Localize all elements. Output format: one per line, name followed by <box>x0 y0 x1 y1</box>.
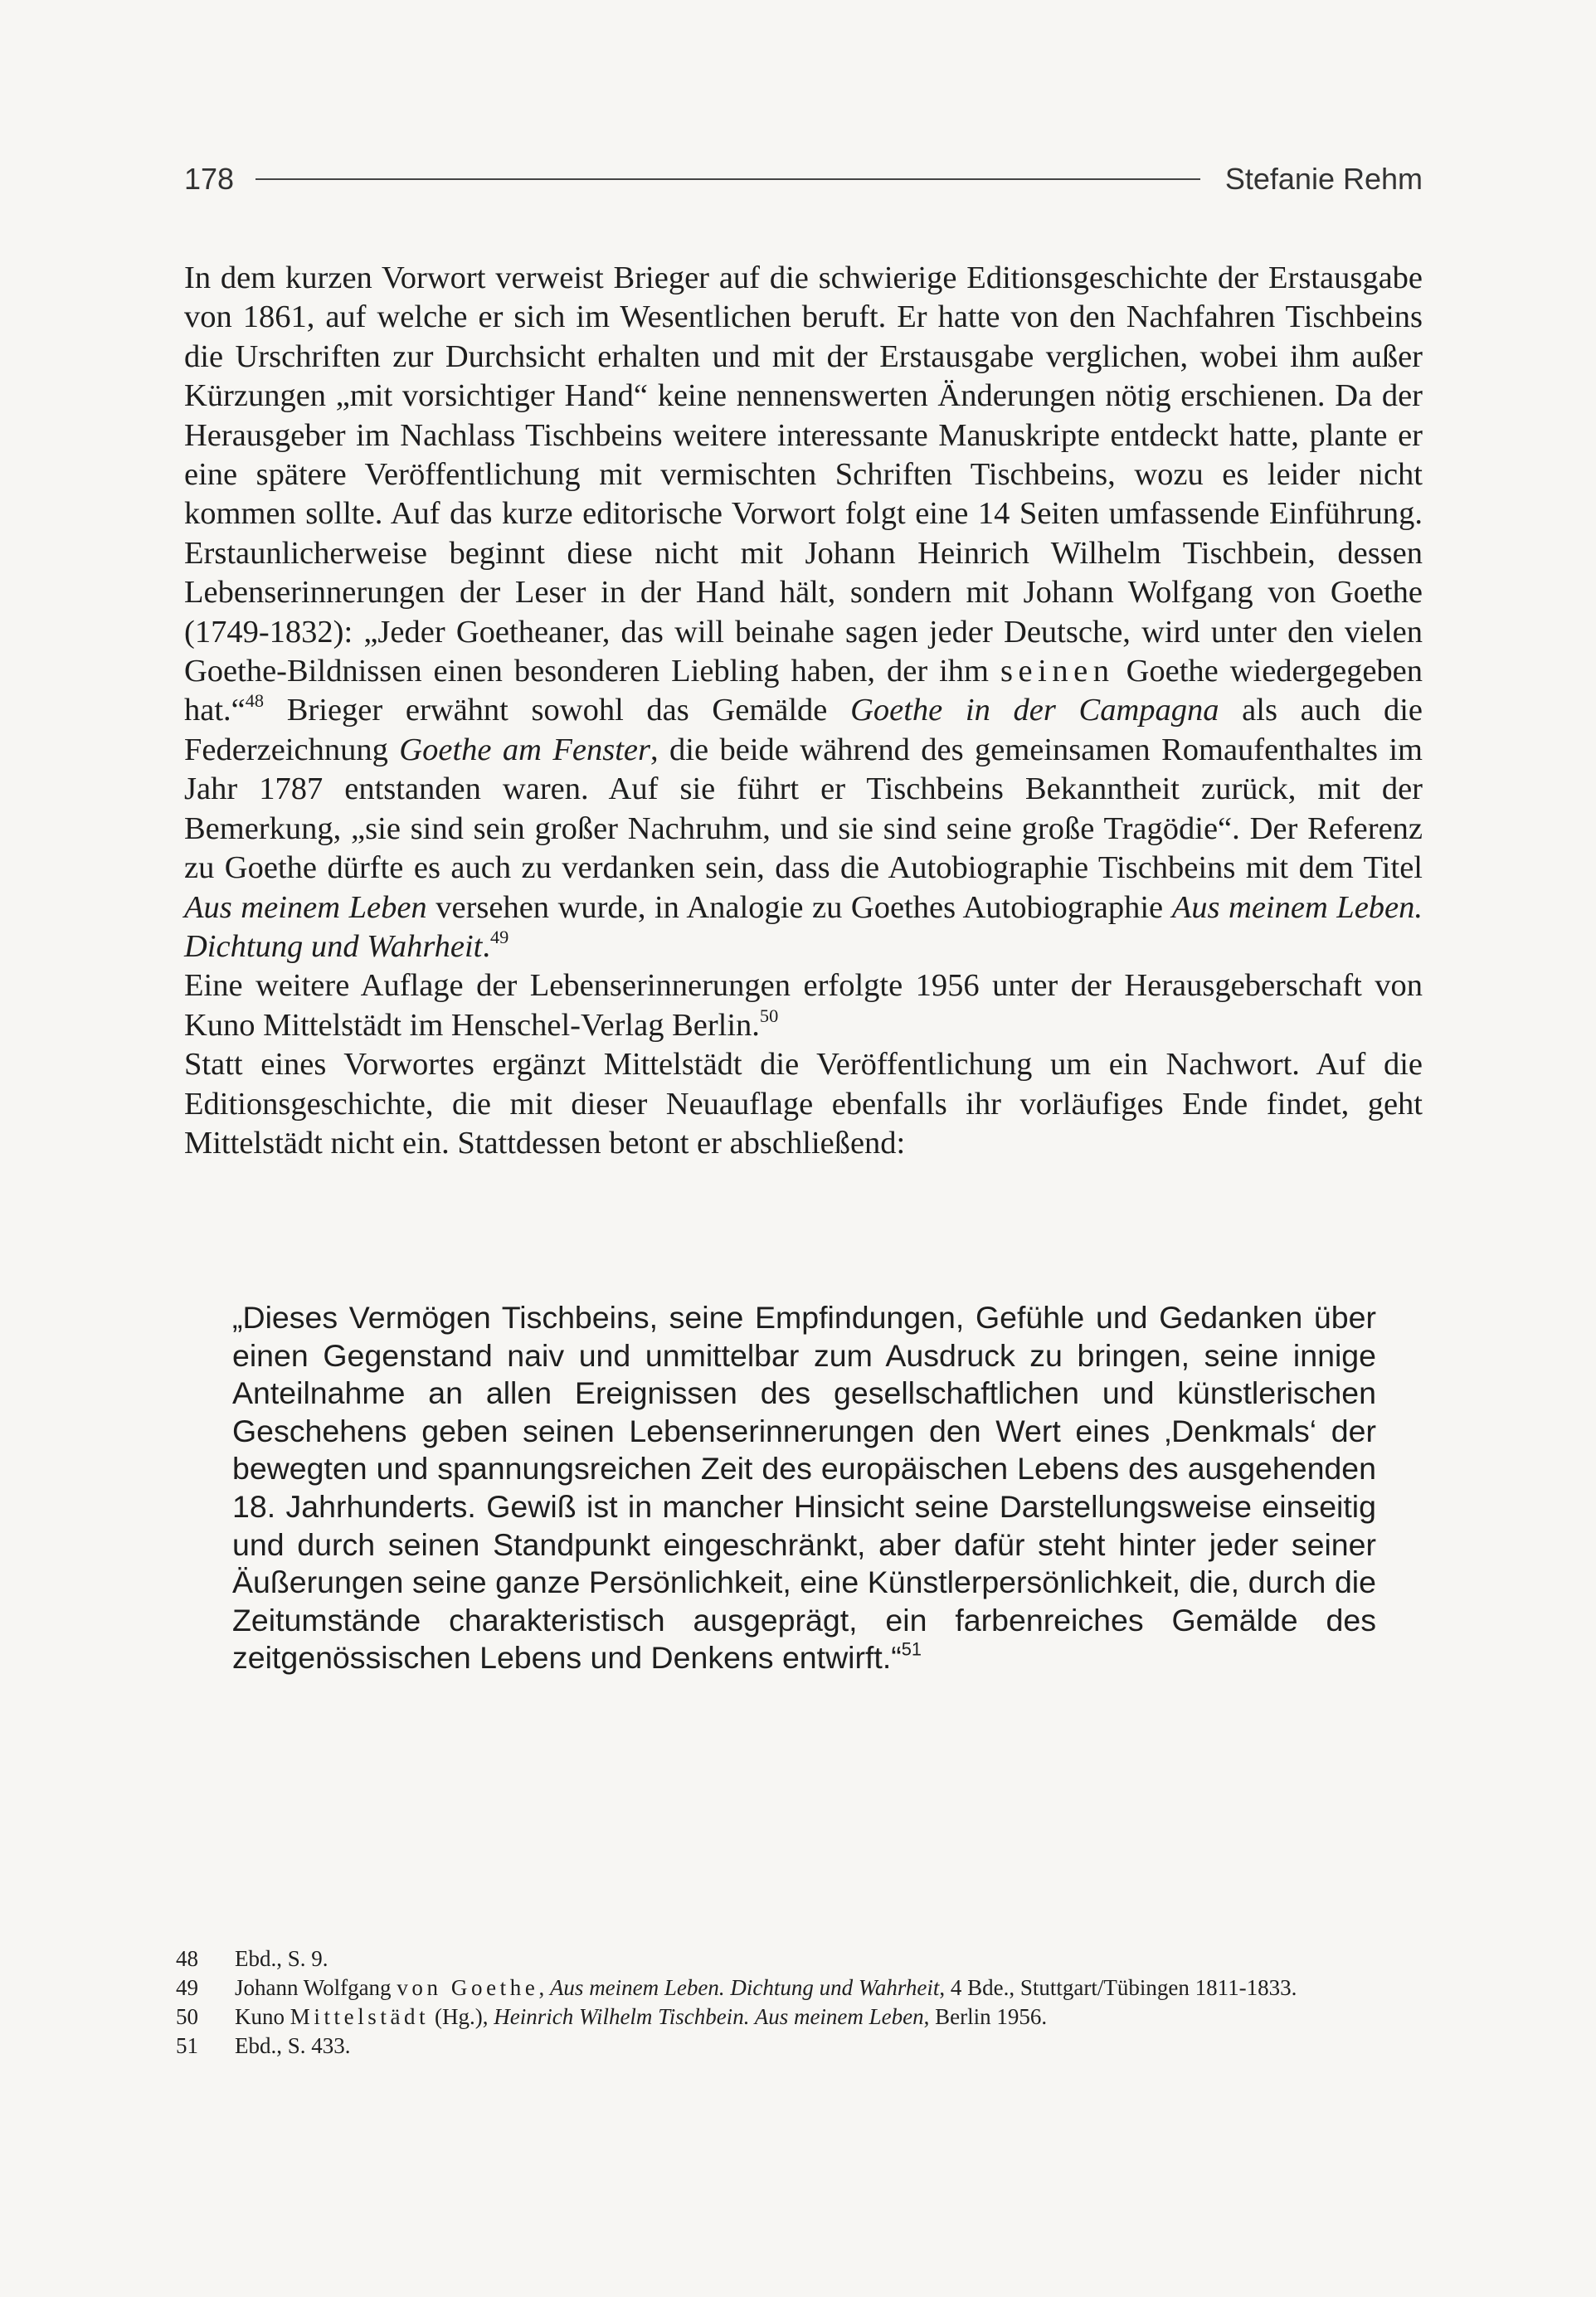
p1-title-goethe-campagna: Goethe in der Campagna <box>850 693 1219 728</box>
page-number: 178 <box>184 162 235 196</box>
fn49-author-first: Johann Wolfgang <box>235 1975 392 2000</box>
fn50-editor-first: Kuno <box>235 2004 285 2029</box>
fn50-title: Heinrich Wilhelm Tischbein. Aus meinem Leben <box>494 2004 924 2029</box>
footnote-text <box>235 2004 1424 2030</box>
p1-text-5: als auch die Federzeichnung <box>184 693 1423 767</box>
p1-title-dichtung-wahrheit: Aus meinem Leben. Dichtung und Wahrheit <box>184 889 1423 964</box>
footnote-text: Ebd., S. 433. <box>235 2033 351 2058</box>
fn49-separator: , <box>538 1975 545 2000</box>
p2-text: Eine weitere Auflage der Lebenserinnerungen erfolgte 1956 unter der Herausgeberschaft von Kuno Mittelstädt im Henschel-Verlag Berlin. <box>184 968 1423 1043</box>
footnote-ref-50[interactable]: 50 <box>759 1005 779 1026</box>
footnote-49 <box>176 1975 1424 2001</box>
block-quote <box>232 1299 1376 1677</box>
footnote-number: 49 <box>176 1975 198 2000</box>
footnote-51 <box>176 2033 1424 2059</box>
p1-text-3: Goethe wiedergegeben hat.“ <box>184 654 1423 728</box>
footnote-number: 51 <box>176 2033 198 2058</box>
p1-text-8: . <box>482 928 490 964</box>
fn50-role: (Hg.), <box>434 2004 489 2029</box>
fn50-editor-last: Mittelstädt <box>290 2004 430 2029</box>
footnote-50 <box>176 2004 1424 2030</box>
footnote-48 <box>176 1946 1424 1972</box>
body-paragraph-2 <box>184 966 1423 1045</box>
p1-text-1: In dem kurzen Vorwort verweist Brieger auf die schwierige Editionsgeschichte der Erstausgabe von 1861, auf welche er sich im Wesentlichen beruft. Er hatte von den Nachfahren Tischbeins die Urschriften zur Durchsicht erhalten und mit der Erstausgabe verglichen, wobei ihm außer Kürzungen „mit vorsichtiger Hand“ keine nennenswerten Änderungen nötig erschienen. Da der Herausgeber im Nachlass Tischbeins weitere interessante Manuskripte entdeckt hatte, plante er eine spätere Veröffentlichung mit vermischten Schriften Tischbeins, wozu es leider nicht kommen sollte. Auf das kurze editorische Vorwort folgt eine 14 Seiten umfassende Einführung. Erstaunlicherweise beginnt diese nicht mit Johann Heinrich Wilhelm Tischbein, dessen Lebenserinnerungen der Leser in der Hand hält, sondern mit Johann Wolfgang von Goethe (1749-1832): „Jeder Goetheaner, das will beinahe sagen jeder Deutsche, wird unter den vielen Goethe-Bildnissen einen besonderen Liebling haben, der ihm <box>184 260 1423 689</box>
main-text <box>184 259 1423 1163</box>
body-paragraph-1 <box>184 259 1423 966</box>
p1-title-aus-meinem-leben: Aus meinem Leben <box>184 889 427 925</box>
footnote-ref-51[interactable]: 51 <box>901 1638 922 1660</box>
p1-title-goethe-fenster: Goethe am Fenster <box>399 732 650 767</box>
footnote-ref-49[interactable]: 49 <box>489 926 509 947</box>
fn49-title: Aus meinem Leben. Dichtung und Wahrheit <box>549 1975 940 2000</box>
p1-text-4: Brieger erwähnt sowohl das Gemälde <box>286 693 828 728</box>
footnote-text <box>235 1975 1424 2001</box>
footnotes <box>176 1946 1424 2062</box>
header-rule <box>255 178 1200 180</box>
running-header <box>184 154 1423 204</box>
fn50-publication: , Berlin 1956. <box>923 2004 1048 2029</box>
footnote-text: Ebd., S. 9. <box>235 1946 328 1971</box>
quote-text: „Dieses Vermögen Tischbeins, seine Empfindungen, Gefühle und Gedanken über einen Gegenstand naiv und unmittelbar zum Ausdruck zu bringen, seine innige Anteilnahme an allen Ereignissen des gesellschaftlichen und künstlerischen Geschehens geben seinen Lebenserinnerungen den Wert eines ‚Denkmals‘ der bewegten und spannungsreichen Zeit des europäischen Lebens des ausgehenden 18. Jahrhunderts. Gewiß ist in mancher Hinsicht seine Darstellungsweise einseitig und durch seinen Standpunkt eingeschränkt, aber dafür steht hinter jeder seiner Äußerungen seine ganze Persönlichkeit, eine Künstlerpersönlichkeit, die, durch die Zeitumstände charakteristisch ausgeprägt, ein farbenreiches Gemälde des zeitgenössischen Lebens und Denkens entwirft.“ <box>232 1300 1376 1676</box>
p1-text-6: , die beide während des gemeinsamen Romaufenthaltes im Jahr 1787 entstanden waren. Auf sie führt er Tischbeins Bekanntheit zurück, mit der Bemerkung, „sie sind sein großer Nachruhm, und sie sind seine große Tragödie“. Der Referenz zu Goethe dürfte es auch zu verdanken sein, dass die Autobiographie Tischbeins mit dem Titel <box>184 732 1423 886</box>
footnote-number: 48 <box>176 1946 198 1971</box>
p3-text: Statt eines Vorwortes ergänzt Mittelstädt die Veröffentlichung um ein Nachwort. Auf die Editionsgeschichte, die mit dieser Neuauflage ebenfalls ihr vorläufiges Ende findet, geht Mittelstädt nicht ein. Stattdessen betont er abschließend: <box>184 1047 1423 1161</box>
fn49-publication: , 4 Bde., Stuttgart/Tübingen 1811-1833. <box>939 1975 1297 2000</box>
p1-text-7: versehen wurde, in Analogie zu Goethes Autobiographie <box>435 889 1164 925</box>
footnote-ref-48[interactable]: 48 <box>245 690 265 712</box>
footnote-number: 50 <box>176 2004 198 2029</box>
running-header-author: Stefanie Rehm <box>1224 162 1423 196</box>
p1-spaced-word: seinen <box>1000 654 1115 689</box>
fn49-author-last: von Goethe <box>397 1975 539 2000</box>
body-paragraph-3 <box>184 1045 1423 1163</box>
